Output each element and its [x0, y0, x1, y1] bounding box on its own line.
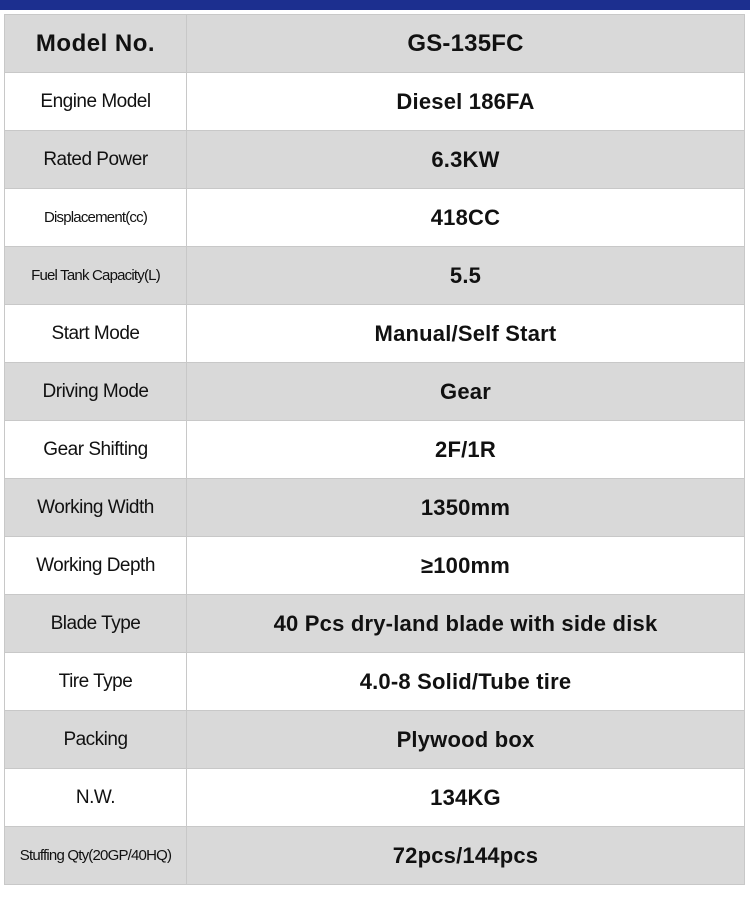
spec-label: Engine Model [5, 73, 187, 131]
spec-label: Gear Shifting [5, 421, 187, 479]
spec-table [4, 14, 745, 885]
table-row [5, 537, 745, 595]
table-row [5, 827, 745, 885]
table-row [5, 769, 745, 827]
spec-value: Manual/Self Start [187, 305, 745, 363]
spec-value: Gear [187, 363, 745, 421]
spec-label: Fuel Tank Capacity(L) [5, 247, 187, 305]
spec-value: 418CC [187, 189, 745, 247]
table-row [5, 421, 745, 479]
model-no-value: GS-135FC [187, 15, 745, 73]
spec-value: 6.3KW [187, 131, 745, 189]
table-row [5, 653, 745, 711]
top-accent-bar [0, 0, 750, 10]
spec-label: Working Depth [5, 537, 187, 595]
spec-label: Packing [5, 711, 187, 769]
spec-label: Stuffing Qty(20GP/40HQ) [5, 827, 187, 885]
spec-value: 72pcs/144pcs [187, 827, 745, 885]
spec-value: 134KG [187, 769, 745, 827]
table-row [5, 247, 745, 305]
spec-value: 2F/1R [187, 421, 745, 479]
spec-value: 5.5 [187, 247, 745, 305]
spec-value: 40 Pcs dry-land blade with side disk [187, 595, 745, 653]
spec-value: Plywood box [187, 711, 745, 769]
spec-value: ≥100mm [187, 537, 745, 595]
spec-label: Displacement(cc) [5, 189, 187, 247]
table-row [5, 479, 745, 537]
model-no-label: Model No. [5, 15, 187, 73]
table-row [5, 711, 745, 769]
spec-value: 1350mm [187, 479, 745, 537]
spec-value: Diesel 186FA [187, 73, 745, 131]
spec-label: Tire Type [5, 653, 187, 711]
table-row [5, 189, 745, 247]
table-row [5, 595, 745, 653]
table-row [5, 131, 745, 189]
table-row [5, 363, 745, 421]
spec-label: Start Mode [5, 305, 187, 363]
spec-label: Driving Mode [5, 363, 187, 421]
spec-label: N.W. [5, 769, 187, 827]
table-row [5, 73, 745, 131]
spec-label: Rated Power [5, 131, 187, 189]
spec-header-row [5, 15, 745, 73]
spec-label: Working Width [5, 479, 187, 537]
spec-value: 4.0-8 Solid/Tube tire [187, 653, 745, 711]
spec-label: Blade Type [5, 595, 187, 653]
table-row [5, 305, 745, 363]
